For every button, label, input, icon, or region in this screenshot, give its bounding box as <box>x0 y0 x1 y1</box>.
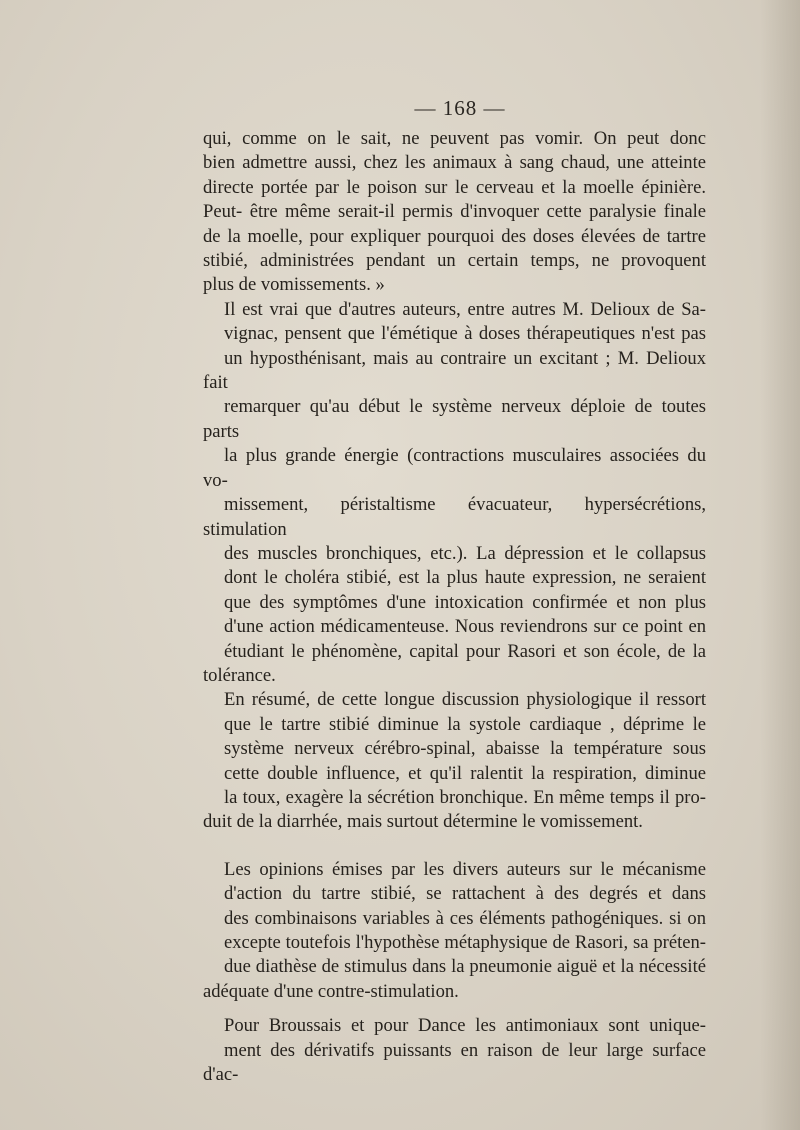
text-line: missement, péristaltisme évacuateur, hypersécrétions, stimulation <box>203 494 706 540</box>
text-line: tolérance. <box>203 664 276 686</box>
text-line: étudiant le phénomène, capital pour Rasori et son école, de la <box>224 640 706 662</box>
text-line: ment des dérivatifs puissants en raison de leur large surface d'ac- <box>203 1039 706 1086</box>
paragraph-end-line <box>203 810 706 834</box>
text-line: un hyposthénisant, mais au contraire un excitant ; M. Delioux fait <box>203 347 706 394</box>
text-line: Peut- être même serait-il permis d'invoquer cette paralysie finale <box>203 201 706 223</box>
text-line: remarquer qu'au début le système nerveux déploie de toutes parts <box>203 396 706 442</box>
text-line: excepte toutefois l'hypothèse métaphysique de Rasori, sa préten- <box>224 932 706 953</box>
paragraph-end-line <box>203 980 706 1004</box>
page-number: — 168 — <box>414 96 506 120</box>
text-line: stibié, administrées pendant un certain temps, ne provoquent <box>203 250 706 272</box>
text-line: que le tartre stibié diminue la systole cardiaque , déprime le <box>224 713 706 735</box>
text-line: Pour Broussais et pour Dance les antimoniaux sont unique- <box>224 1015 706 1037</box>
text-line: de la moelle, pour expliquer pourquoi des doses élevées de tartre <box>203 225 706 247</box>
text-line: qui, comme on le sait, ne peuvent pas vomir. On peut donc <box>203 128 706 149</box>
text-line: d'action du tartre stibié, se rattachent à des degrés et dans <box>224 883 706 905</box>
text-line: la plus grande énergie (contractions musculaires associées du vo- <box>203 445 706 491</box>
text-line: que des symptômes d'une intoxication confirmée et non plus <box>224 591 706 613</box>
paragraph-gap <box>203 1004 706 1014</box>
text-line: des combinaisons variables à ces éléments pathogéniques. si on <box>224 907 706 929</box>
text-line: directe portée par le poison sur le cerveau et la moelle épinière. <box>203 176 706 198</box>
text-line: cette double influence, et qu'il ralentit la respiration, diminue <box>224 762 706 784</box>
text-line: Il est vrai que d'autres auteurs, entre autres M. Delioux de Sa- <box>224 298 706 320</box>
text-line: bien admettre aussi, chez les animaux à sang chaud, une atteinte <box>203 152 706 174</box>
text-line: système nerveux cérébro-spinal, abaisse la température sous <box>224 738 706 760</box>
text-line: vignac, pensent que l'émétique à doses thérapeutiques n'est pas <box>224 323 706 345</box>
text-line: Les opinions émises par les divers auteurs sur le mécanisme <box>224 858 706 880</box>
paragraph-gap <box>203 835 706 858</box>
text-line: due diathèse de stimulus dans la pneumonie aiguë et la nécessité <box>224 956 706 978</box>
page-edge-shadow <box>760 0 800 1130</box>
paragraph <box>203 858 706 980</box>
paragraph-end-line <box>203 664 706 688</box>
body-text <box>203 127 706 1087</box>
text-line: dont le choléra stibié, est la plus haute expression, ne seraient <box>224 567 706 589</box>
text-line: des muscles bronchiques, etc.). La dépression et le collapsus <box>224 542 706 564</box>
text-line: En résumé, de cette longue discussion physiologique il ressort <box>224 689 706 711</box>
paragraph <box>203 688 706 810</box>
text-line: la toux, exagère la sécrétion bronchique. En même temps il pro- <box>224 786 706 808</box>
text-line: plus de vomissements. » <box>203 274 385 296</box>
paragraph-end-line <box>203 273 706 297</box>
paragraph <box>203 127 706 273</box>
text-line: d'une action médicamenteuse. Nous reviendrons sur ce point en <box>224 616 706 638</box>
paragraph <box>203 1014 706 1087</box>
text-line: duit de la diarrhée, mais surtout détermine le vomissement. <box>203 811 643 833</box>
text-line: adéquate d'une contre-stimulation. <box>203 980 459 1002</box>
paragraph <box>203 298 706 664</box>
